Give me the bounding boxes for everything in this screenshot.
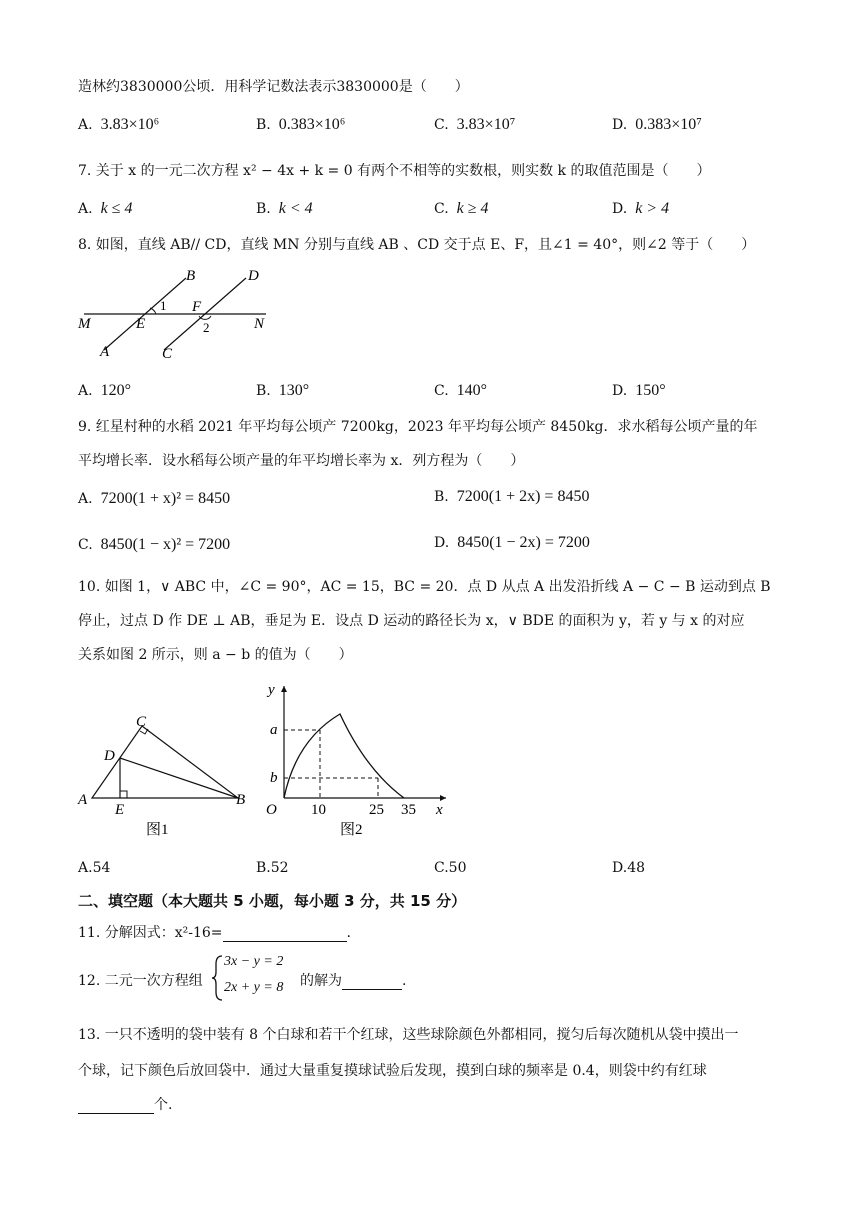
section-fill-in-title: 二、填空题（本大题共 5 小题，每小题 3 分，共 15 分） bbox=[78, 892, 467, 910]
fig2-tick-35: 35 bbox=[401, 802, 416, 818]
fig1-label-d: D bbox=[104, 748, 115, 764]
fig2-tick-25: 25 bbox=[369, 802, 384, 818]
q6-stem: 造林约3830000公顷．用科学记数法表示3830000是（ ） bbox=[78, 79, 469, 95]
q9-option-a: A. 7200(1 + x)² = 8450 bbox=[78, 490, 231, 507]
q6-option-c: C. 3.83×10⁷ bbox=[434, 116, 516, 133]
q9-option-b: B. 7200(1 + 2x) = 8450 bbox=[434, 488, 590, 505]
q7-option-d: D. k > 4 bbox=[612, 200, 670, 217]
fig2-label-o: O bbox=[266, 802, 277, 818]
q8-figure bbox=[70, 266, 290, 366]
q6-option-a: A. 3.83×10⁶ bbox=[78, 116, 160, 133]
q8-angle-1: 1 bbox=[160, 298, 167, 313]
q11: 11. 分解因式：x²-16= . bbox=[78, 925, 351, 941]
fig1-label-c: C bbox=[136, 714, 147, 730]
fig2-label-a: a bbox=[270, 722, 278, 738]
q10-option-a: A.54 bbox=[78, 860, 111, 876]
q8-label-f: F bbox=[192, 299, 202, 315]
fig2-label-y: y bbox=[268, 682, 275, 698]
q11-answer-blank[interactable] bbox=[223, 927, 347, 942]
q12-equation-2: 2x + y = 8 bbox=[224, 980, 284, 995]
q8-angle-2: 2 bbox=[203, 320, 210, 335]
q8-label-n: N bbox=[254, 316, 265, 332]
q10-option-c: C.50 bbox=[434, 860, 467, 876]
q11-stem: 11. 分解因式：x²-16= bbox=[78, 925, 223, 941]
fig2-label-b: b bbox=[270, 770, 278, 786]
fig1-label-e: E bbox=[115, 802, 125, 818]
q12-suffix-group: 的解为 . bbox=[300, 973, 407, 989]
q8-label-b: B bbox=[186, 268, 196, 284]
q10-stem-line1: 10. 如图 1，∨ ABC 中，∠C = 90°，AC = 15，BC = 20．点 D 从点 A 出发沿折线 A − C − B 运动到点 B bbox=[78, 579, 771, 595]
q7-option-c: C. k ≥ 4 bbox=[434, 200, 489, 217]
q7-stem: 7. 关于 x 的一元二次方程 x² − 4x + k = 0 有两个不相等的实数根，则实数 k 的取值范围是（ ） bbox=[78, 163, 711, 179]
q8-option-d: D. 150° bbox=[612, 382, 666, 399]
q8-option-a: A. 120° bbox=[78, 382, 131, 399]
q7-option-a: A. k ≤ 4 bbox=[78, 200, 133, 217]
q13-line2: 个球，记下颜色后放回袋中．通过大量重复摸球试验后发现，摸到白球的频率是 0.4，则袋中约有红球 bbox=[78, 1063, 707, 1079]
q13-line1: 13. 一只不透明的袋中装有 8 个白球和若干个红球，这些球除颜色外都相同，搅匀后每次随机从袋中摸出一 bbox=[78, 1027, 739, 1043]
q6-option-b: B. 0.383×10⁶ bbox=[256, 116, 346, 133]
q12-answer-blank[interactable] bbox=[342, 975, 402, 990]
fig2-caption: 图2 bbox=[340, 822, 363, 838]
q12-brace bbox=[212, 954, 224, 1002]
q6-option-d: D. 0.383×10⁷ bbox=[612, 116, 702, 133]
q8-stem: 8. 如图，直线 AB// CD，直线 MN 分别与直线 AB 、CD 交于点 E、F，且∠1 = 40°，则∠2 等于（ ） bbox=[78, 237, 756, 253]
q7-option-b: B. k < 4 bbox=[256, 200, 313, 217]
q8-label-e: E bbox=[136, 316, 146, 332]
fig1-label-a: A bbox=[78, 792, 88, 808]
q8-label-c: C bbox=[162, 346, 173, 362]
q12-equation-1: 3x − y = 2 bbox=[224, 954, 284, 969]
q10-option-d: D.48 bbox=[612, 860, 646, 876]
q9-stem-line1: 9. 红星村种的水稻 2021 年平均每公顷产 7200kg，2023 年平均每公顷产 8450kg．求水稻每公顷产量的年 bbox=[78, 419, 758, 435]
q8-label-d: D bbox=[248, 268, 259, 284]
fig1-label-b: B bbox=[236, 792, 246, 808]
q10-stem-line3: 关系如图 2 所示，则 a − b 的值为（ ） bbox=[78, 647, 353, 663]
q9-option-c: C. 8450(1 − x)² = 7200 bbox=[78, 536, 231, 553]
q8-option-c: C. 140° bbox=[434, 382, 488, 399]
q9-stem-line2: 平均增长率．设水稻每公顷产量的年平均增长率为 x．列方程为（ ） bbox=[78, 453, 525, 469]
q13-answer-blank[interactable] bbox=[78, 1099, 154, 1114]
q8-label-m: M bbox=[78, 316, 91, 332]
q10-stem-line2: 停止，过点 D 作 DE ⊥ AB，垂足为 E．设点 D 运动的路径长为 x，∨ BDE 的面积为 y，若 y 与 x 的对应 bbox=[78, 613, 745, 629]
fig2-tick-10: 10 bbox=[311, 802, 326, 818]
q12-prefix: 12. 二元一次方程组 bbox=[78, 973, 203, 989]
q13-line3: 个. bbox=[78, 1094, 172, 1114]
q10-option-b: B.52 bbox=[256, 860, 289, 876]
q10-figure-2 bbox=[256, 680, 456, 840]
fig1-caption: 图1 bbox=[146, 822, 169, 838]
q8-label-a: A bbox=[100, 344, 110, 360]
q8-option-b: B. 130° bbox=[256, 382, 310, 399]
fig2-label-x: x bbox=[436, 802, 443, 818]
q10-figure-1 bbox=[74, 706, 260, 840]
q9-option-d: D. 8450(1 − 2x) = 7200 bbox=[434, 534, 590, 551]
